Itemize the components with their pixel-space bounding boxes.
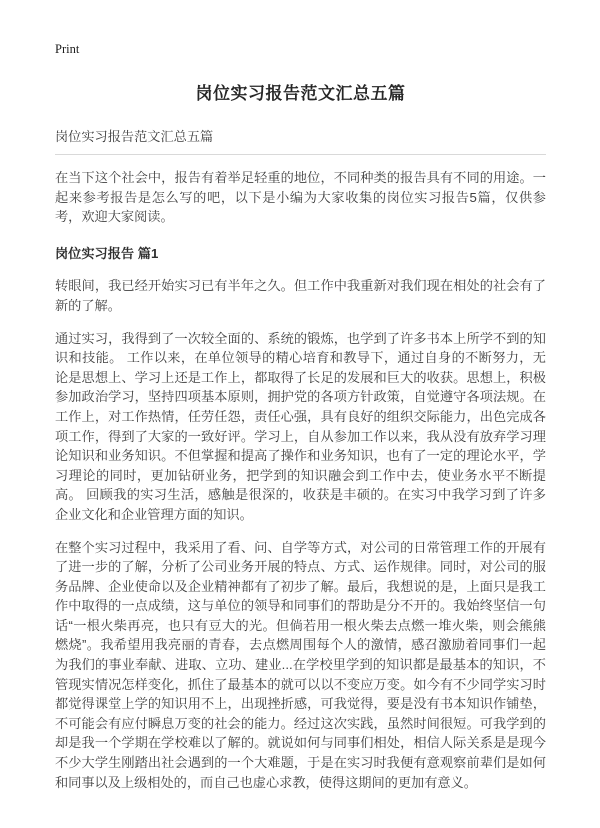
article-body [55,168,546,792]
print-link[interactable]: Print [55,42,80,56]
document-title: 岗位实习报告范文汇总五篇 [195,84,406,103]
section-heading: 岗位实习报告 篇1 [55,245,159,261]
report-paragraph-3: 在整个实习过程中，我采用了看、问、自学等方式，对公司的日常管理工作的开展有了进一步的了解，分析了公司业务开展的特点、方式、运作规律。同时，对公司的服务品牌、企业使命以及企业精神都有了初步了解。最后，我想说的是，上面只是我工作中取得的一点成绩，这与单位的领导和同事们的帮助是分不开的。我始终坚信一句话“一根火柴再亮，也只有豆大的光。但倘若用一根火柴去点燃一堆火柴，则会熊熊燃烧”。我希望用我亮丽的青春，去点燃周围每个人的激情，感召激励着同事们一起为我们的事业奉献、进取、立功、建业...在学校里学到的知识都是最基本的知识，不管现实情况怎样变化，抓住了最基本的就可以以不变应万变。如今有不少同学实习时都觉得课堂上学的知识用不上，出现挫折感，可我觉得，要是没有书本知识作铺垫，不可能会有应付瞬息万变的社会的能力。经过这次实践，虽然时间很短。可我学到的却是我一个学期在学校难以了解的。就说如何与同事们相处，相信人际关系是是现今不少大学生刚踏出社会遇到的一个大难题，于是在实习时我便有意观察前辈们是如何和同事以及上级相处的，而自己也虚心求教，使得这期间的更加有意义。 [55,539,546,790]
report-paragraph-2: 通过实习，我得到了一次较全面的、系统的锻炼，也学到了许多书本上所学不到的知识和技能。 工作以来，在单位领导的精心培育和教导下，通过自身的不断努力，无论是思想上、学习上还是工作上，都取得了长足的发展和巨大的收获。思想上，积极参加政治学习，坚持四项基本原则，拥护党的各项方针政策，自觉遵守各项法规。在工作上，对工作热情，任劳任怨，责任心强，具有良好的组织交际能力，出色完成各项工作，得到了大家的一致好评。学习上，自从参加工作以来，我从没有放弃学习理论知识和业务知识。不但掌握和提高了操作和业务知识，也有了一定的理论水平，学习理论的同时，更加钻研业务，把学到的知识融会到工作中去，使业务水平不断提高。 回顾我的实习生活，感触是很深的，收获是丰硕的。在实习中我学习到了许多企业文化和企业管理方面的知识。 [55,330,546,522]
report-paragraph-1: 转眼间，我已经开始实习已有半年之久。但工作中我重新对我们现在相处的社会有了新的了解。 [55,278,546,313]
document-subtitle: 岗位实习报告范文汇总五篇 [55,126,546,155]
intro-paragraph: 在当下这个社会中，报告有着举足轻重的地位，不同种类的报告具有不同的用途。一起来参考报告是怎么写的吧，以下是小编为大家收集的岗位实习报告5篇，仅供参考，欢迎大家阅读。 [55,170,546,225]
